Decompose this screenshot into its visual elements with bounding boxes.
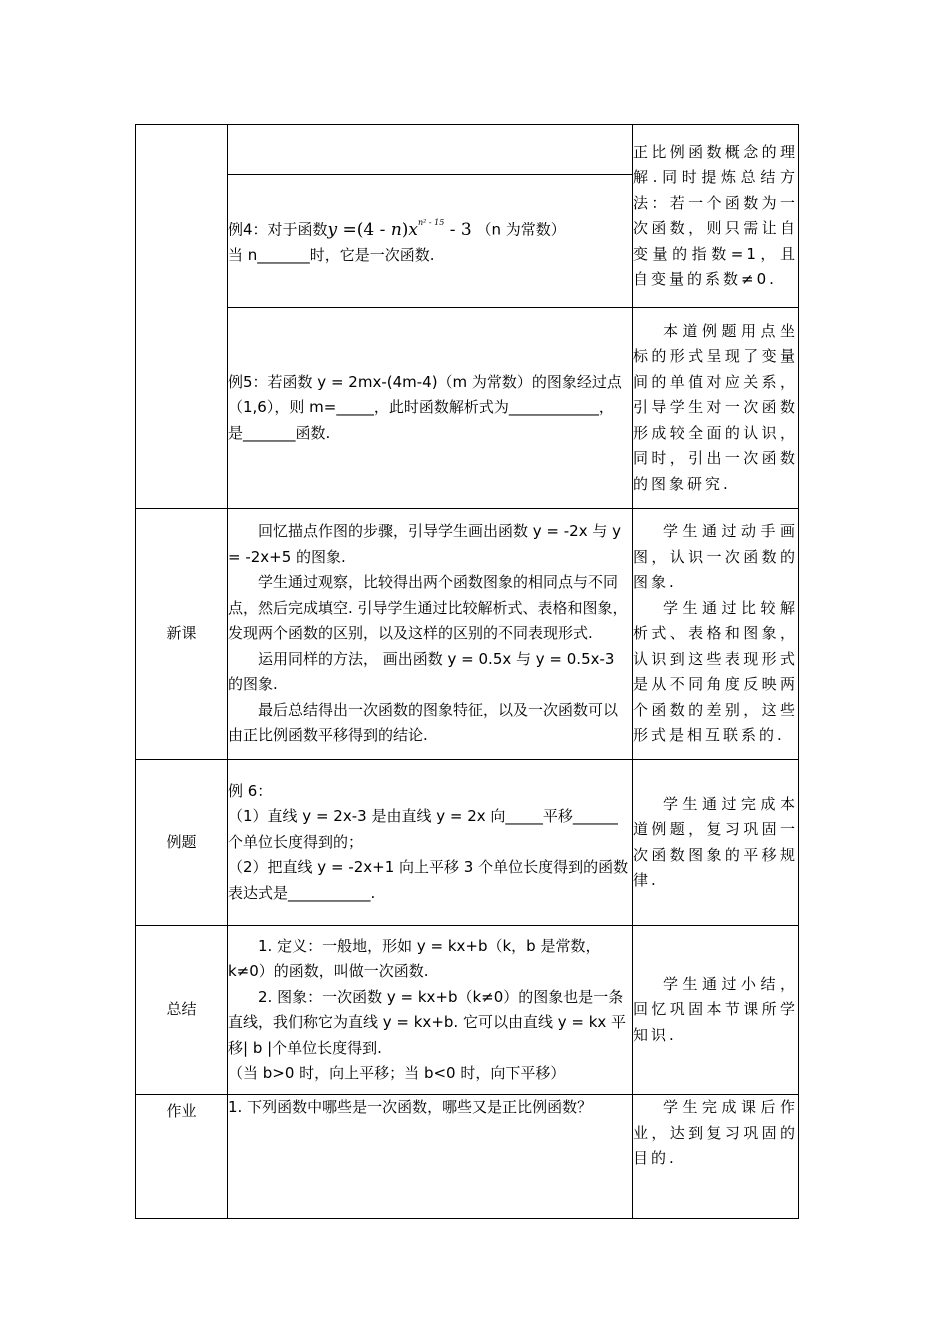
- example-4-line1: 例4：对于函数$y =(4 - n)x^{n^2 - 15} - 3$ （n 为常数）: [228, 218, 566, 240]
- side-note-summary: 学生通过小结，回忆巩固本节课所学知识.: [633, 926, 799, 1095]
- example-6-content: 例 6： （1）直线 y = 2x-3 是由直线 y = 2x 向_____平移______个单位长度得到的； （2）把直线 y = -2x+1 向上平移 3 个单位长度得到的函数表达式是___________.: [228, 760, 633, 926]
- answer-blank: ______: [572, 807, 618, 826]
- section-label-example: 例题: [136, 760, 228, 926]
- side-note-example-6: 学生通过完成本道例题，复习巩固一次函数图象的平移规律.: [633, 760, 799, 926]
- answer-blank: ___________: [288, 883, 371, 902]
- example-4-formula: $y =(4 - n)x^{n^2 - 15} - 3$: [327, 218, 472, 240]
- section-label-empty: [136, 125, 228, 509]
- side-note-concept: [633, 125, 799, 308]
- empty-content-cell: [228, 125, 633, 175]
- side-note-new-lesson: 学生通过动手画图，认识一次函数的图象. 学生通过比较解析式、表格和图象，认识到这些表现形式是从不同角度反映两个函数的差别，这些形式是相互联系的.: [633, 509, 799, 760]
- example-4-cell: [228, 175, 633, 308]
- lesson-plan-table: [135, 124, 799, 1219]
- side-note-concept-text: 正比例函数概念的理解.同时提炼总结方法：若一个函数为一次函数，则只需让自变量的指数=1，且自变量的系数≠0.: [633, 142, 798, 288]
- section-label-new-lesson: 新课: [136, 509, 228, 760]
- answer-blank: ____________: [508, 398, 599, 417]
- side-note-example-5: 本道例题用点坐标的形式呈现了变量间的单值对应关系，引导学生对一次函数形成较全面的认识，同时，引出一次函数的图象研究.: [633, 308, 799, 509]
- new-lesson-content: 回忆描点作图的步骤，引导学生画出函数 y = -2x 与 y = -2x+5 的图象. 学生通过观察，比较得出两个函数图象的相同点与不同点，然后完成填空. 引导学生通过比较解析式、表格和图象，发现两个函数的区别，以及这样的区别的不同表现形式. 运用同样的方法， 画出函数 y = 0.5x 与 y = 0.5x-3 的图象. 最后总结得出一次函数的图象特征，以及一次函数可以由正比例函数平移得到的结论.: [228, 509, 633, 760]
- example-5-cell: [228, 308, 633, 509]
- example-5-text: 例5：若函数 y = 2mx-(4m-4)（m 为常数）的图象经过点（1,6），则 m=_____，此时函数解析式为____________，: [228, 372, 622, 417]
- side-note-homework: 学生完成课后作业，达到复习巩固的目的.: [633, 1095, 799, 1219]
- example-5-line2: 是_______函数.: [228, 423, 331, 442]
- example-4-line2: 当 n_______时，它是一次函数.: [228, 246, 435, 265]
- summary-content: 1. 定义：一般地，形如 y = kx+b（k，b 是常数，k≠0）的函数，叫做一次函数. 2. 图象：一次函数 y = kx+b（k≠0）的图象也是一条直线，我们称它为直线 y = kx+b. 它可以由直线 y = kx 平移| b |个单位长度得到. （当 b>0 时，向上平移；当 b<0 时，向下平移）: [228, 926, 633, 1095]
- homework-content: 1. 下列函数中哪些是一次函数，哪些又是正比例函数？: [228, 1095, 633, 1219]
- answer-blank: _____: [505, 807, 543, 826]
- section-label-homework: 作业: [136, 1095, 228, 1219]
- answer-blank: _______: [243, 423, 296, 442]
- answer-blank: _______: [257, 246, 310, 265]
- section-label-summary: 总结: [136, 926, 228, 1095]
- answer-blank: _____: [336, 398, 374, 417]
